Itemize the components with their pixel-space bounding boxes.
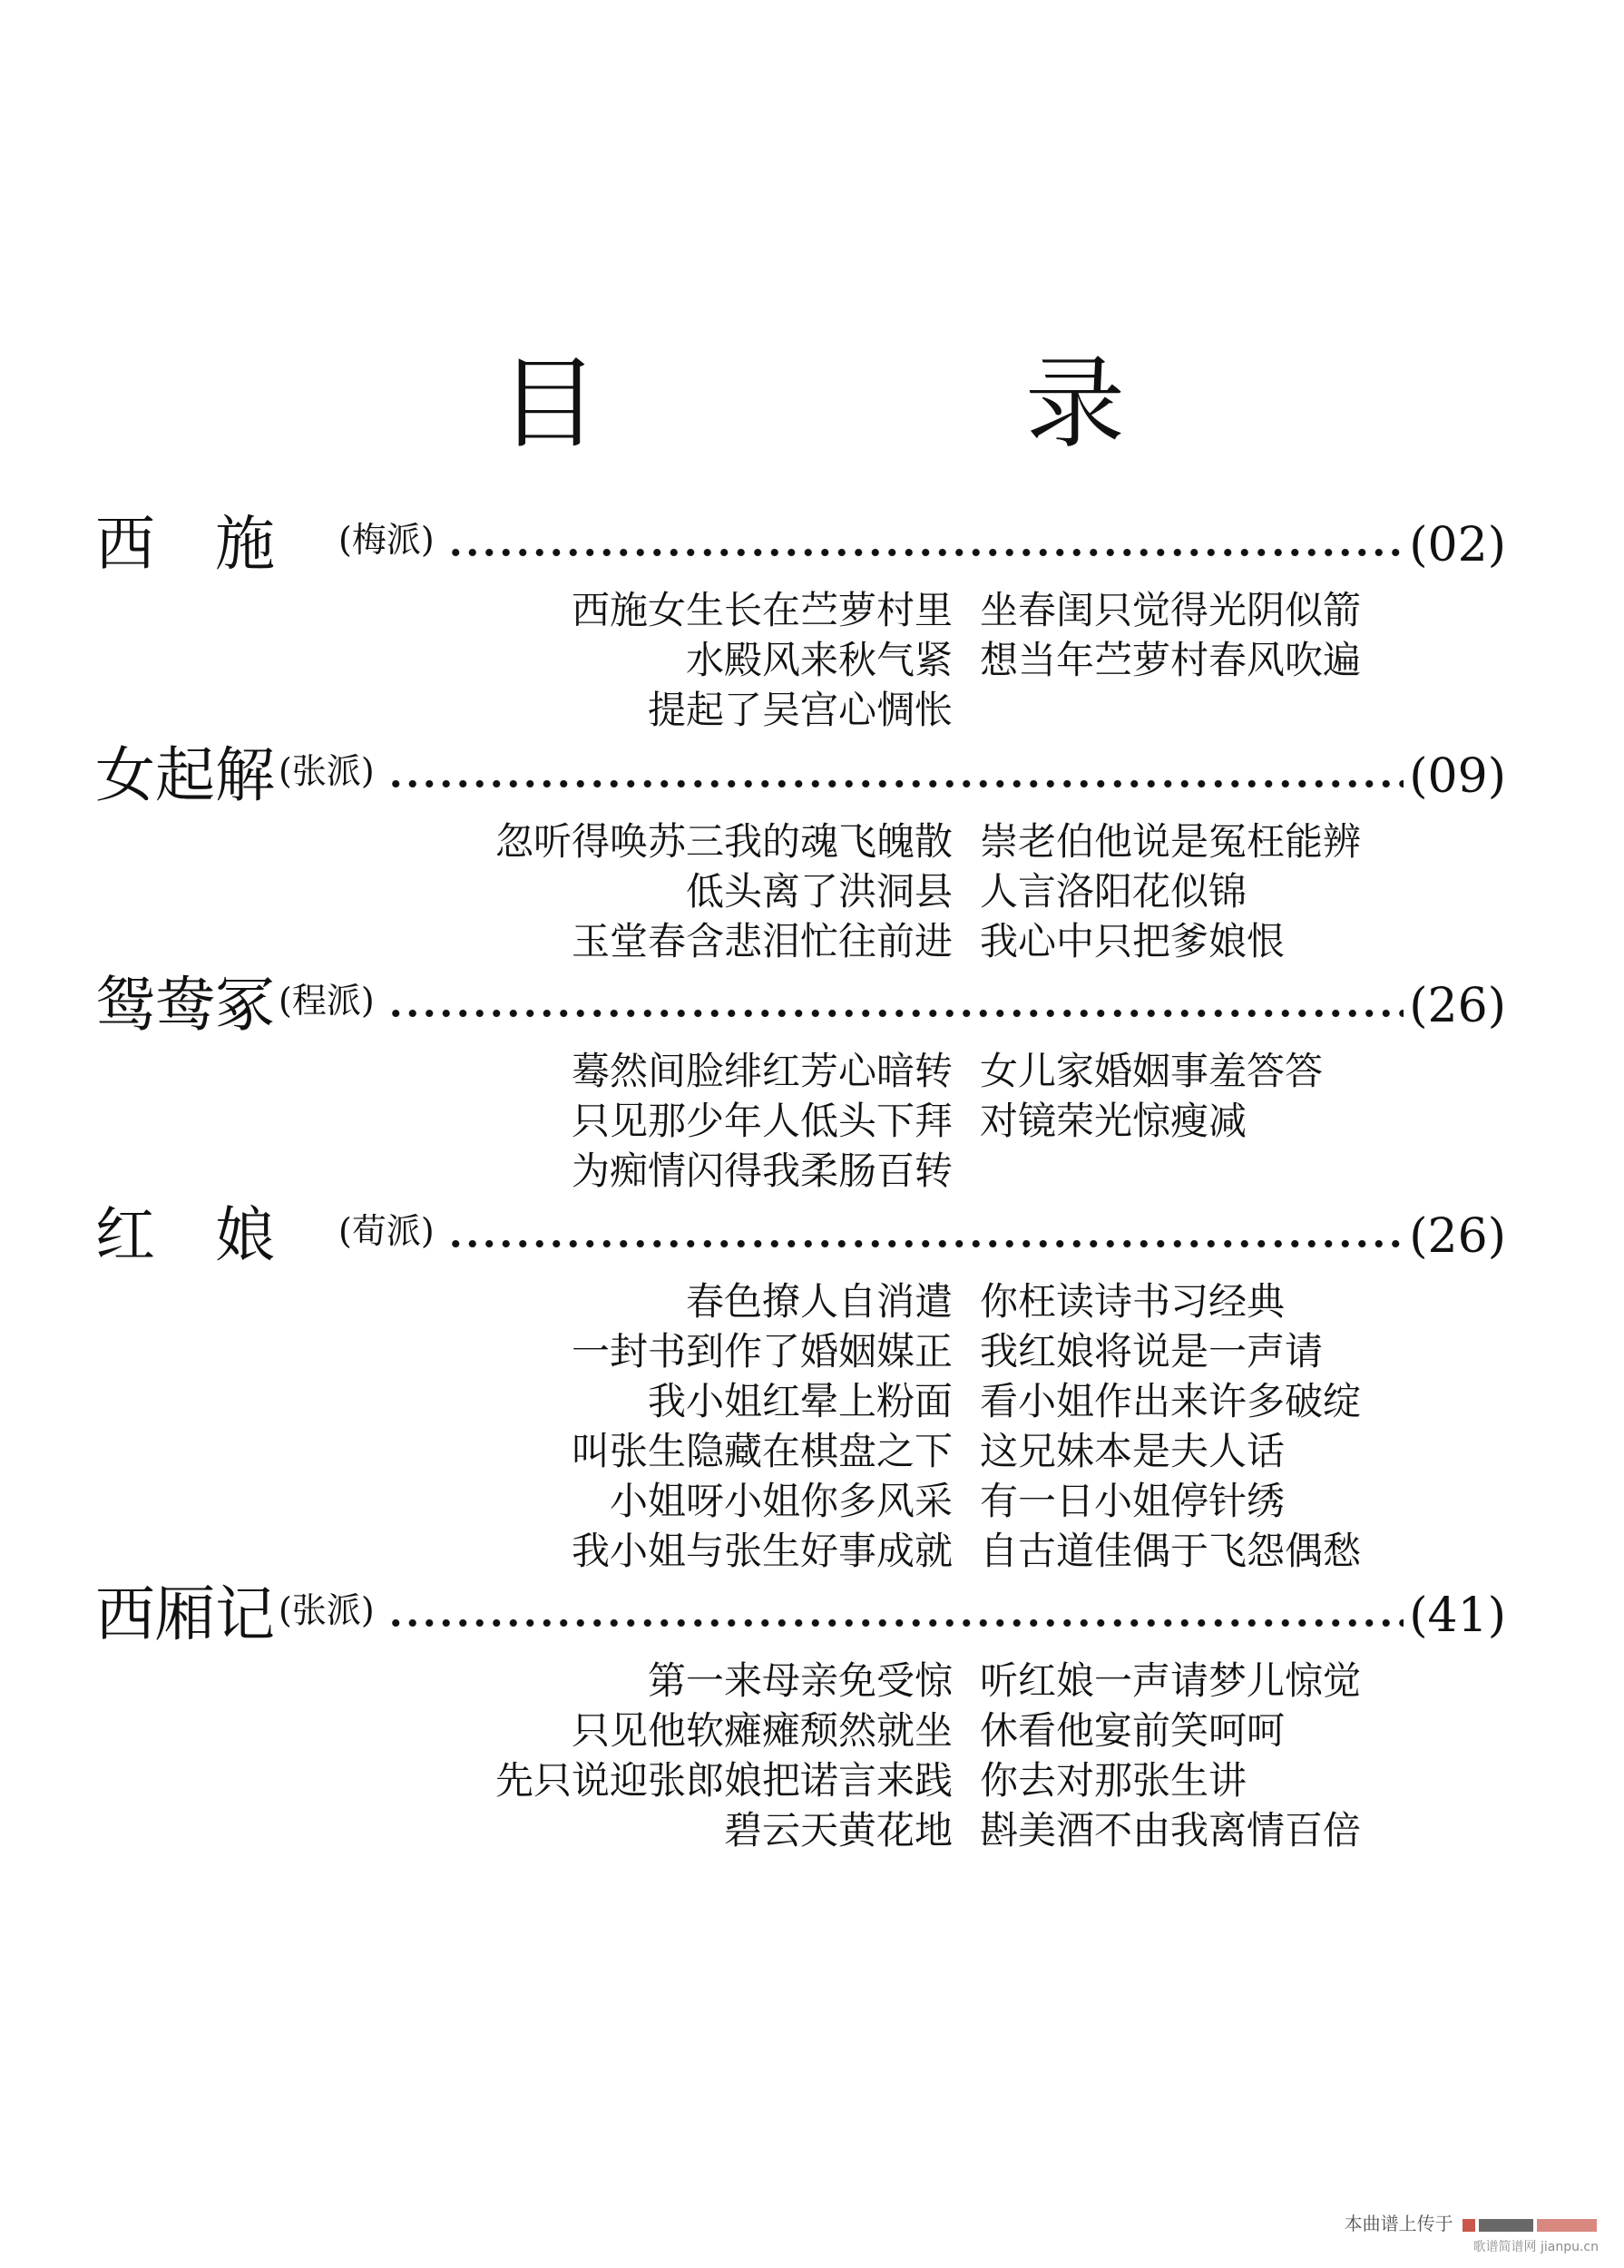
entry-heading xyxy=(95,1579,1506,1651)
aria-left: 忽听得唤苏三我的魂飞魄散 xyxy=(494,818,953,864)
aria-row xyxy=(95,1043,1506,1093)
toc-entry-xixiangji xyxy=(95,1579,1506,1853)
aria-left: 春色撩人自消遣 xyxy=(685,1278,953,1324)
aria-left: 我小姐红晕上粉面 xyxy=(647,1378,953,1423)
aria-row xyxy=(95,632,1506,682)
aria-list xyxy=(95,1653,1506,1853)
dot-leader xyxy=(387,1618,1404,1628)
aria-row xyxy=(95,1274,1506,1324)
aria-row xyxy=(95,1324,1506,1374)
aria-left: 水殿风来秋气紧 xyxy=(685,637,953,682)
aria-left: 玉堂春含悲泪忙往前进 xyxy=(571,918,953,963)
entry-page-number: (26) xyxy=(1409,1209,1506,1264)
entry-title: 西厢记 xyxy=(95,1579,275,1649)
aria-right: 有一日小姐停针绣 xyxy=(980,1478,1286,1523)
aria-row xyxy=(95,1803,1506,1853)
entry-heading xyxy=(95,739,1506,812)
aria-list xyxy=(95,1274,1506,1573)
aria-row xyxy=(95,682,1506,732)
aria-right: 你枉读诗书习经典 xyxy=(980,1278,1286,1324)
dot-leader xyxy=(387,1009,1404,1018)
toc-entry-xishi xyxy=(95,508,1506,732)
aria-row xyxy=(95,1093,1506,1143)
aria-right: 我心中只把爹娘恨 xyxy=(980,918,1286,963)
aria-right: 我红娘将说是一声请 xyxy=(980,1328,1324,1374)
aria-right: 你去对那张生讲 xyxy=(980,1757,1247,1803)
aria-left: 我小姐与张生好事成就 xyxy=(571,1528,953,1573)
aria-list xyxy=(95,1043,1506,1193)
entry-title: 鸳鸯冢 xyxy=(95,970,275,1040)
entry-title: 西施 xyxy=(95,509,335,579)
aria-right: 这兄妹本是夫人话 xyxy=(980,1428,1286,1473)
aria-left: 只见那少年人低头下拜 xyxy=(571,1098,953,1143)
dot-leader xyxy=(447,548,1404,557)
aria-right: 自古道佳偶于飞怨偶愁 xyxy=(980,1528,1362,1573)
aria-right: 崇老伯他说是冤枉能辨 xyxy=(980,818,1362,864)
aria-left: 小姐呀小姐你多风采 xyxy=(609,1478,953,1523)
footer-site-text: 歌谱简谱网 jianpu.cn xyxy=(1472,2240,1599,2254)
toc-entry-hongniang xyxy=(95,1199,1506,1573)
entry-heading xyxy=(95,1199,1506,1272)
aria-list xyxy=(95,582,1506,732)
footer-credit-text: 本曲谱上传于 xyxy=(1344,2213,1453,2234)
entry-school: (张派) xyxy=(279,1590,375,1630)
aria-left: 先只说迎张郎娘把诺言来践 xyxy=(494,1757,953,1803)
aria-row xyxy=(95,1374,1506,1423)
entry-title: 红娘 xyxy=(95,1200,335,1270)
aria-row xyxy=(95,582,1506,632)
aria-right: 女儿家婚姻事羞答答 xyxy=(980,1048,1324,1093)
aria-left: 叫张生隐藏在棋盘之下 xyxy=(571,1428,953,1473)
aria-right: 对镜荣光惊瘦减 xyxy=(980,1098,1247,1143)
aria-left: 为痴情闪得我柔肠百转 xyxy=(571,1148,953,1193)
aria-left: 蓦然间脸绯红芳心暗转 xyxy=(571,1048,953,1093)
entry-school: (程派) xyxy=(279,981,375,1021)
aria-row xyxy=(95,1143,1506,1193)
entry-heading xyxy=(95,969,1506,1041)
aria-right: 看小姐作出来许多破绽 xyxy=(980,1378,1362,1423)
aria-right: 人言洛阳花似锦 xyxy=(980,868,1247,914)
aria-row xyxy=(95,1753,1506,1803)
aria-row xyxy=(95,1523,1506,1573)
aria-row xyxy=(95,1703,1506,1753)
footer-watermark xyxy=(1345,2209,1599,2255)
dot-leader xyxy=(447,1239,1404,1248)
dot-leader xyxy=(387,779,1404,788)
aria-row xyxy=(95,814,1506,864)
aria-left: 碧云天黄花地 xyxy=(723,1807,953,1853)
entry-page-number: (26) xyxy=(1409,979,1506,1033)
aria-right: 坐春闺只觉得光阴似箭 xyxy=(980,587,1362,632)
aria-right: 听红娘一声请梦儿惊觉 xyxy=(980,1657,1362,1703)
entry-heading xyxy=(95,508,1506,581)
aria-left: 提起了吴宫心惆怅 xyxy=(647,687,953,732)
aria-right: 斟美酒不由我离情百倍 xyxy=(980,1807,1362,1853)
entry-school: (荀派) xyxy=(338,1211,435,1251)
aria-left: 西施女生长在苎萝村里 xyxy=(571,587,953,632)
aria-list xyxy=(95,814,1506,963)
toc-entry-nuqijie xyxy=(95,739,1506,963)
entry-school: (张派) xyxy=(279,751,375,791)
aria-row xyxy=(95,1473,1506,1523)
entry-page-number: (09) xyxy=(1409,749,1506,804)
aria-row xyxy=(95,1653,1506,1703)
aria-right: 想当年苎萝村春风吹遍 xyxy=(980,637,1362,682)
aria-left: 低头离了洪洞县 xyxy=(685,868,953,914)
toc-entry-yuanyangzhong xyxy=(95,969,1506,1193)
aria-row xyxy=(95,914,1506,963)
entry-page-number: (41) xyxy=(1409,1589,1506,1643)
site-logo-icon xyxy=(1463,2215,1599,2235)
aria-left: 只见他软瘫瘫颓然就坐 xyxy=(571,1707,953,1753)
entry-title: 女起解 xyxy=(95,740,275,810)
aria-left: 一封书到作了婚姻媒正 xyxy=(571,1328,953,1374)
entry-page-number: (02) xyxy=(1409,518,1506,572)
page-title: 目 录 xyxy=(499,346,1288,462)
aria-row xyxy=(95,864,1506,914)
aria-row xyxy=(95,1423,1506,1473)
aria-right: 休看他宴前笑呵呵 xyxy=(980,1707,1286,1753)
entry-school: (梅派) xyxy=(338,520,435,560)
aria-left: 第一来母亲免受惊 xyxy=(647,1657,953,1703)
